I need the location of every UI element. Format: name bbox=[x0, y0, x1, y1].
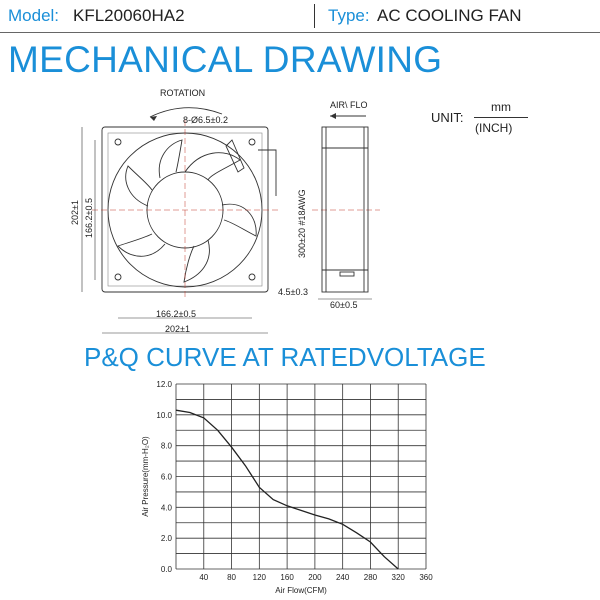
x-tick-label: 240 bbox=[335, 573, 350, 582]
rotation-arrow bbox=[150, 108, 222, 117]
x-tick-label: 280 bbox=[363, 573, 378, 582]
y-tick-label: 10.0 bbox=[156, 410, 172, 420]
height-outer-label: 202±1 bbox=[70, 200, 80, 225]
type-value: AC COOLING FAN bbox=[377, 6, 522, 25]
x-axis-label: Air Flow(CFM) bbox=[275, 586, 327, 595]
y-tick-label: 6.0 bbox=[160, 472, 172, 482]
x-tick-label: 320 bbox=[391, 573, 405, 582]
mechanical-drawing-title: MECHANICAL DRAWING bbox=[8, 39, 443, 80]
holes-label: 8-Ø6.5±0.2 bbox=[183, 115, 228, 125]
y-tick-label: 2.0 bbox=[160, 534, 172, 544]
y-tick-label: 8.0 bbox=[160, 441, 172, 451]
flange-label: 4.5±0.3 bbox=[278, 287, 308, 297]
width-inner-label: 166.2±0.5 bbox=[156, 309, 196, 319]
chart-grid bbox=[176, 384, 426, 569]
pq-curve-line bbox=[176, 410, 398, 569]
model-value: KFL20060HA2 bbox=[73, 6, 185, 25]
chart-title: P&Q CURVE AT RATEDVOLTAGE bbox=[84, 342, 486, 372]
airflow-label: AIR\ FLO bbox=[330, 100, 368, 110]
y-axis-label: Air Pressure(mm-H₂O) bbox=[141, 436, 150, 517]
header-rule bbox=[0, 32, 600, 33]
y-tick-label: 12.0 bbox=[156, 380, 172, 389]
x-tick-label: 160 bbox=[280, 573, 294, 582]
unit-label: UNIT: bbox=[431, 110, 464, 125]
chart-ticks bbox=[156, 380, 433, 582]
x-tick-label: 360 bbox=[419, 573, 433, 582]
header-bar bbox=[0, 0, 600, 34]
x-tick-label: 40 bbox=[199, 573, 209, 582]
header-divider bbox=[314, 4, 315, 28]
x-tick-label: 200 bbox=[308, 573, 322, 582]
model-key: Model: bbox=[8, 6, 60, 25]
width-outer-label: 202±1 bbox=[165, 324, 190, 334]
type-key: Type: bbox=[328, 6, 370, 25]
unit-inch: (INCH) bbox=[475, 121, 513, 135]
fan-front-view bbox=[102, 127, 276, 292]
x-tick-label: 120 bbox=[252, 573, 267, 582]
x-tick-label: 80 bbox=[227, 573, 237, 582]
wire-label: 300±20 #18AWG bbox=[297, 189, 307, 258]
fan-side-view bbox=[322, 127, 368, 292]
unit-fraction-rule bbox=[474, 117, 528, 118]
rotation-label: ROTATION bbox=[160, 88, 206, 98]
y-tick-label: 0.0 bbox=[160, 565, 172, 574]
y-tick-label: 4.0 bbox=[160, 503, 172, 513]
unit-mm: mm bbox=[491, 100, 511, 114]
height-inner-label: 166.2±0.5 bbox=[84, 198, 94, 238]
depth-label: 60±0.5 bbox=[330, 300, 358, 310]
